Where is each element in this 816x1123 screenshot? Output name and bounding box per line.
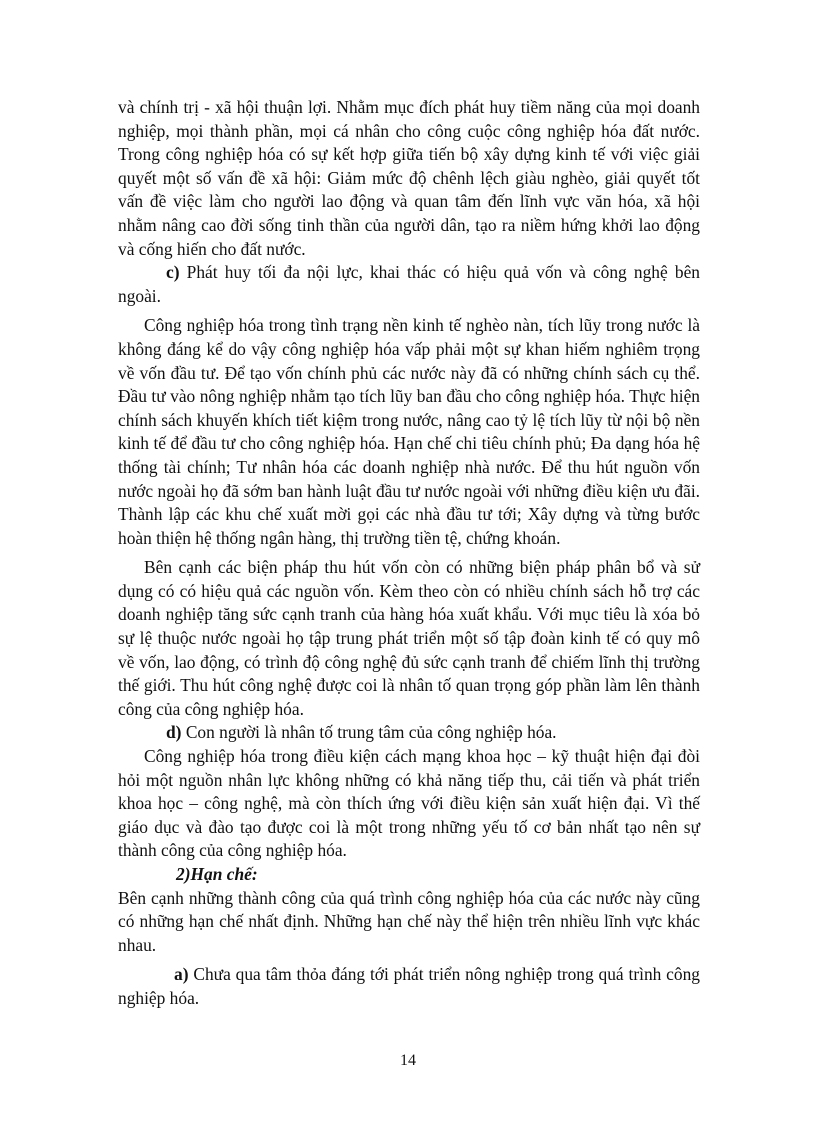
list-marker: d) bbox=[166, 722, 182, 743]
list-item-text: Con người là nhân tố trung tâm của công nghiệp hóa. bbox=[181, 722, 557, 743]
section-heading: 2)Hạn chế: bbox=[176, 864, 258, 884]
list-marker: a) bbox=[174, 964, 189, 985]
body-paragraph: Bên cạnh các biện pháp thu hút vốn còn có những biện pháp phân bổ và sử dụng có có hiệu quả các nguồn vốn. Kèm theo còn có nhiều chính sách hỗ trợ các doanh nghiệp tăng sức cạnh tranh của hàng hóa xuất khẩu. Với mục tiêu là xóa bỏ sự lệ thuộc nước ngoài họ tập trung phát triển một số tập đoàn kinh tế có quy mô về vốn, lao động, có trình độ công nghệ đủ sức cạnh tranh để chiếm lĩnh thị trường thế giới. Thu hút công nghệ được coi là nhân tố quan trọng góp phần làm lên thành công của công nghiệp hóa. bbox=[118, 557, 700, 719]
page-number: 14 bbox=[400, 1052, 416, 1069]
list-marker: c) bbox=[166, 262, 180, 283]
list-item-a bbox=[118, 963, 700, 1010]
body-paragraph: Công nghiệp hóa trong điều kiện cách mạng khoa học – kỹ thuật hiện đại đòi hỏi một nguồn nhân lực không những có khả năng tiếp thu, cải tiến và phát triển khoa học – công nghệ, mà còn thích ứng với điều kiện sản xuất hiện đại. Vì thế giáo dục và đào tạo được coi là một trong những yếu tố cơ bản nhất tạo nên sự thành công của công nghiệp hóa. bbox=[118, 746, 700, 861]
body-paragraph: Bên cạnh những thành công của quá trình công nghiệp hóa của các nước này cũng có những hạn chế nhất định. Những hạn chế này thể hiện trên nhiều lĩnh vực khác nhau. bbox=[118, 887, 700, 955]
list-item-text: Chưa qua tâm thỏa đáng tới phát triển nông nghiệp trong quá trình công nghiệp hóa. bbox=[118, 964, 700, 1008]
list-item-d bbox=[118, 721, 700, 745]
body-paragraph: và chính trị - xã hội thuận lợi. Nhằm mục đích phát huy tiềm năng của mọi doanh nghiệp, mọi thành phần, mọi cá nhân cho công cuộc công nghiệp hóa đất nước. Trong công nghiệp hóa có sự kết hợp giữa tiến bộ xây dựng kinh tế với việc giải quyết một số vấn đề xã hội: Giảm mức độ chênh lệch giàu nghèo, giải quyết tốt vấn đề việc làm cho người lao động và quan tâm đến lĩnh vực văn hóa, xã hội nhằm nâng cao đời sống tinh thần của người dân, tạo ra niềm hứng khởi lao động và cống hiến cho đất nước. bbox=[118, 97, 700, 259]
list-item-c bbox=[118, 261, 700, 308]
list-item-text: Phát huy tối đa nội lực, khai thác có hiệu quả vốn và công nghệ bên ngoài. bbox=[118, 262, 700, 306]
document-page bbox=[118, 96, 700, 1011]
body-paragraph: Công nghiệp hóa trong tình trạng nền kinh tế nghèo nàn, tích lũy trong nước là không đáng kể do vậy công nghiệp hóa vấp phải một sự khan hiếm nghiêm trọng về vốn đầu tư. Để tạo vốn chính phủ các nước này đã có những chính sách cụ thể. Đầu tư vào nông nghiệp nhằm tạo tích lũy ban đầu cho công nghiệp hóa. Thực hiện chính sách khuyến khích tiết kiệm trong nước, nâng cao tỷ lệ tích lũy từ nội bộ nền kinh tế để đầu tư cho công nghiệp hóa. Hạn chế chi tiêu chính phủ; Đa dạng hóa hệ thống tài chính; Tư nhân hóa các doanh nghiệp nhà nước. Để thu hút nguồn vốn nước ngoài họ đã sớm ban hành luật đầu tư nước ngoài với những điều kiện ưu đãi. Thành lập các khu chế xuất mời gọi các nhà đầu tư tới; Xây dựng và từng bước hoàn thiện hệ thống ngân hàng, thị trường tiền tệ, chứng khoán. bbox=[118, 315, 700, 548]
